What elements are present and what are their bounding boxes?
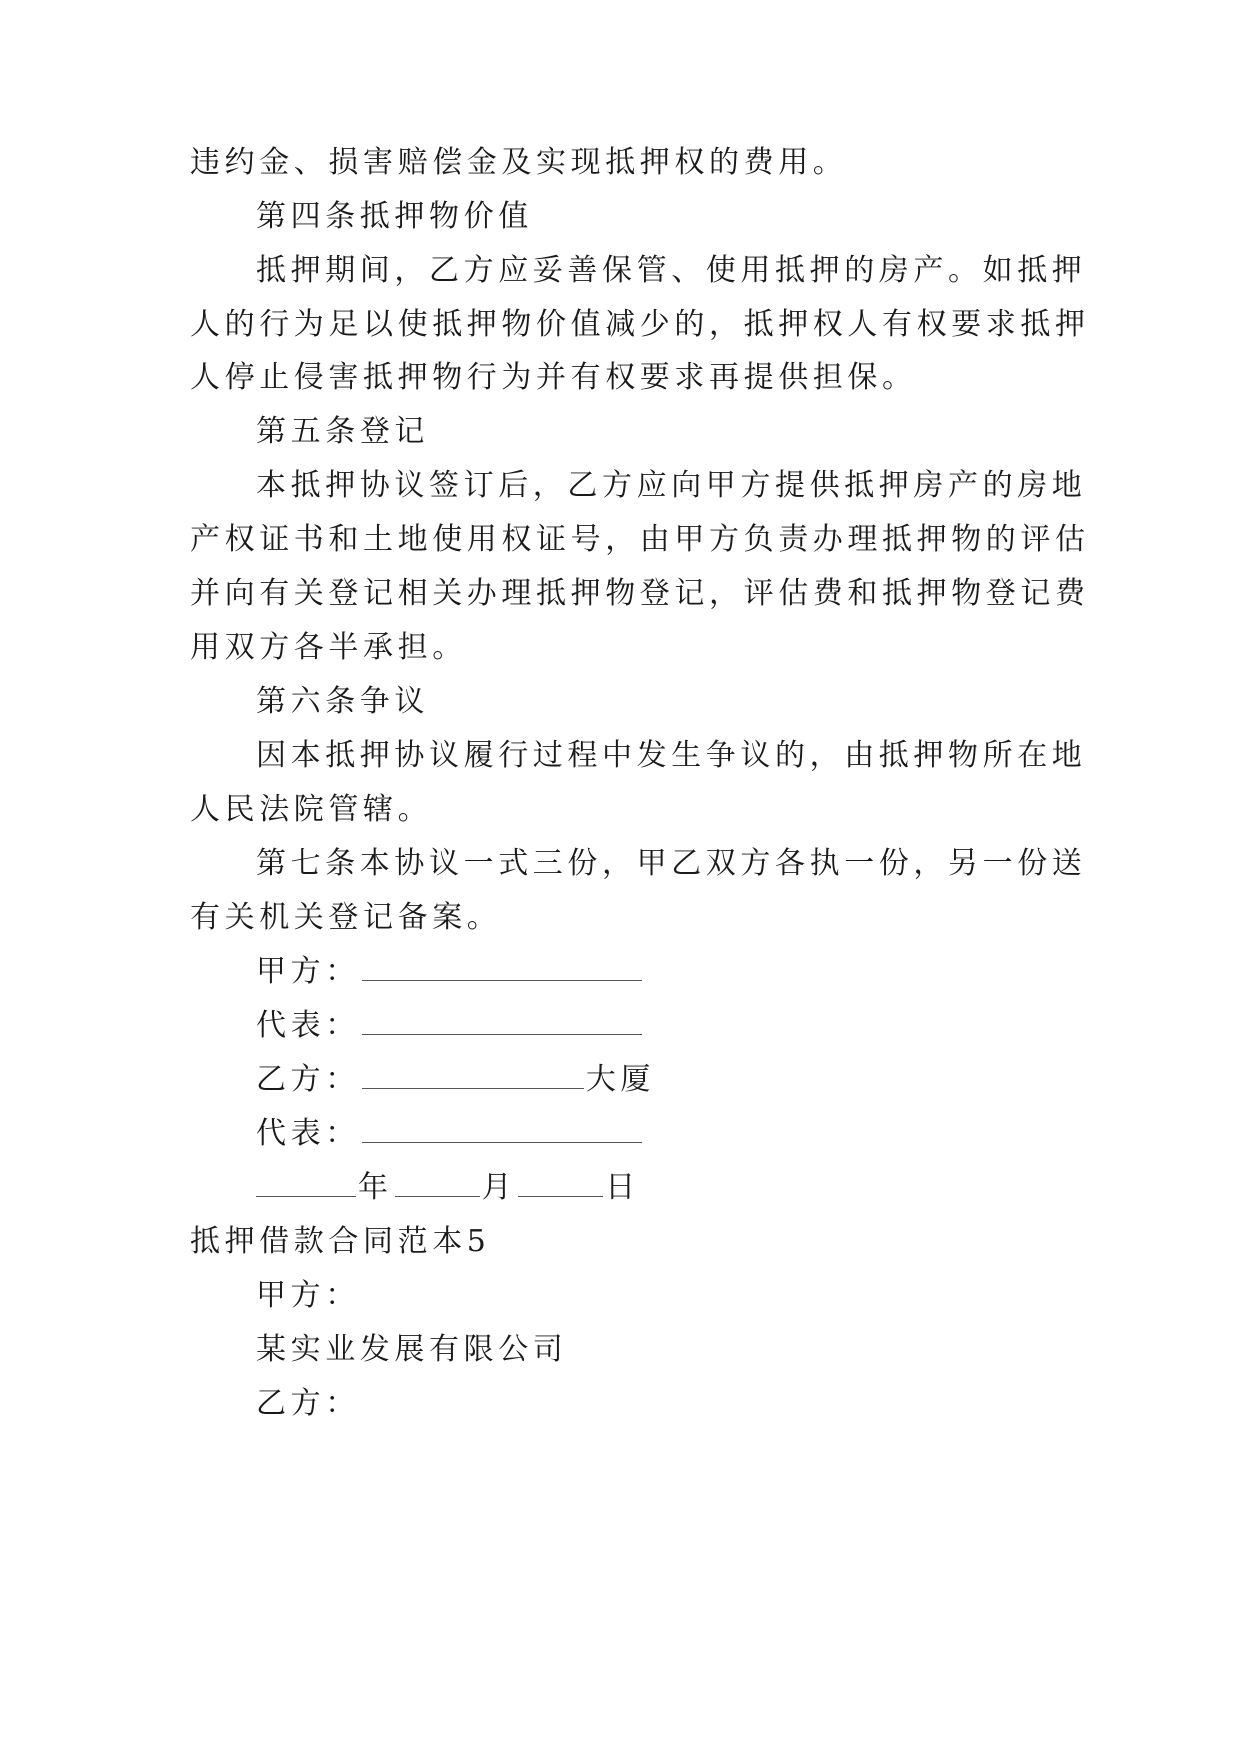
signature-party-a <box>256 952 644 992</box>
body-line: 人民法院管辖。 <box>190 792 433 827</box>
party-a-label: 甲方： <box>256 954 360 989</box>
clause-heading: 第五条登记 <box>256 414 429 449</box>
year-label: 年 <box>358 1170 393 1205</box>
signature-rep-b <box>256 1114 644 1154</box>
signature-blank <box>362 1116 642 1143</box>
day-label: 日 <box>605 1170 640 1205</box>
month-blank <box>395 1170 480 1197</box>
rep-a-label: 代表： <box>256 1008 360 1043</box>
body-line: 人的行为足以使抵押物价值减少的，抵押权人有权要求抵押 <box>190 307 1090 342</box>
signature-party-b <box>256 1060 655 1100</box>
day-blank <box>518 1170 603 1197</box>
signature-rep-a <box>256 1006 644 1046</box>
signature-blank <box>362 1008 642 1035</box>
signature-blank <box>362 1062 584 1089</box>
body-line: 本抵押协议签订后，乙方应向甲方提供抵押房产的房地 <box>256 468 1087 503</box>
date-line <box>256 1168 640 1208</box>
body-line: 并向有关登记相关办理抵押物登记，评估费和抵押物登记费 <box>190 576 1090 611</box>
body-line: 用双方各半承担。 <box>190 630 467 665</box>
signature-blank <box>362 954 642 981</box>
party-b-suffix: 大厦 <box>585 1062 656 1097</box>
body-line: 违约金、损害赔偿金及实现抵押权的费用。 <box>190 145 848 180</box>
body-line: 抵押期间，乙方应妥善保管、使用抵押的房产。如抵押 <box>256 253 1087 288</box>
party-b-label: 乙方： <box>256 1062 360 1097</box>
body-line: 有关机关登记备案。 <box>190 900 502 935</box>
year-blank <box>256 1170 356 1197</box>
body-line: 因本抵押协议履行过程中发生争议的，由抵押物所在地 <box>256 738 1087 773</box>
rep-b-label: 代表： <box>256 1116 360 1151</box>
body-line: 人停止侵害抵押物行为并有权要求再提供担保。 <box>190 360 917 395</box>
party-b-label: 乙方： <box>256 1386 360 1421</box>
party-a-label: 甲方： <box>256 1278 360 1313</box>
section-title: 抵押借款合同范本5 <box>190 1224 491 1259</box>
party-a-name: 某实业发展有限公司 <box>256 1332 568 1367</box>
clause-heading: 第四条抵押物价值 <box>256 199 533 234</box>
month-label: 月 <box>481 1170 517 1205</box>
body-line: 产权证书和土地使用权证号，由甲方负责办理抵押物的评估 <box>190 522 1090 557</box>
body-line: 第七条本协议一式三份，甲乙双方各执一份，另一份送 <box>256 846 1087 881</box>
clause-heading: 第六条争议 <box>256 684 429 719</box>
